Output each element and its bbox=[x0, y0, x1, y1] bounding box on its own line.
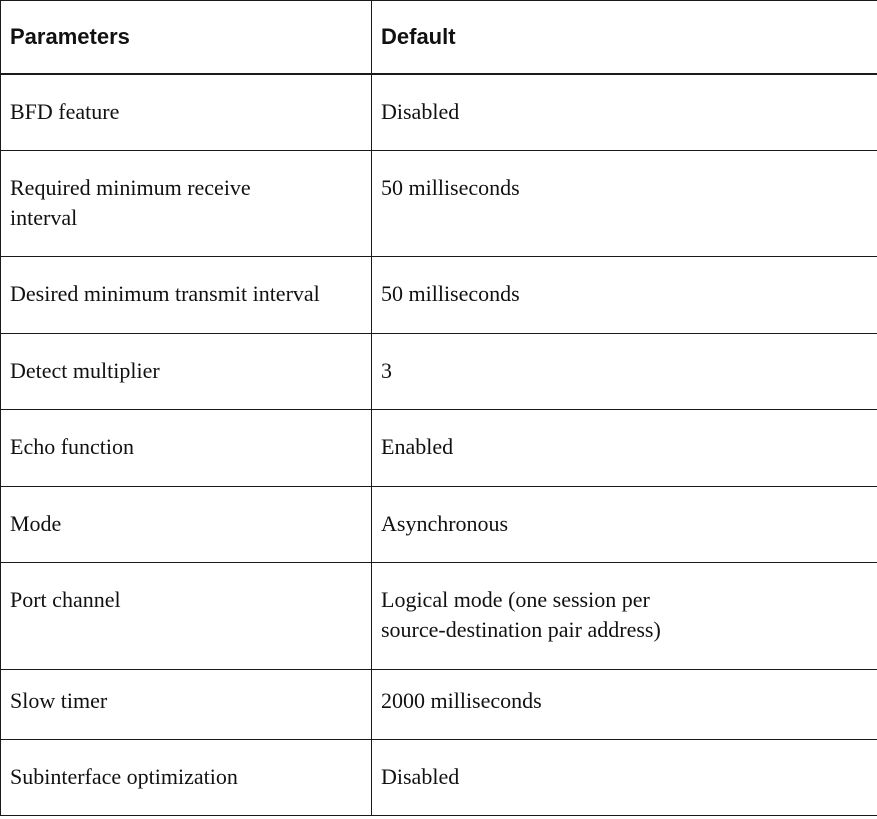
parameter-text: Required minimum receive interval bbox=[10, 175, 251, 230]
parameter-text: Mode bbox=[10, 511, 62, 536]
parameter-cell bbox=[1, 740, 372, 816]
parameter-text: Detect multiplier bbox=[10, 358, 160, 383]
default-text: Asynchronous bbox=[381, 511, 509, 536]
default-text: Enabled bbox=[381, 434, 454, 459]
parameter-text: Port channel bbox=[10, 587, 121, 612]
table-row bbox=[1, 334, 877, 410]
default-text: 50 milliseconds bbox=[381, 281, 520, 306]
parameter-cell bbox=[1, 487, 372, 563]
parameter-text: BFD feature bbox=[10, 98, 120, 124]
table-header bbox=[1, 1, 877, 74]
table-row bbox=[1, 563, 877, 670]
default-cell bbox=[372, 563, 877, 670]
default-text: Logical mode (one session per source-destination pair address) bbox=[381, 587, 661, 642]
default-cell bbox=[372, 257, 877, 334]
parameter-cell bbox=[1, 670, 372, 740]
default-cell bbox=[372, 410, 877, 487]
parameter-cell bbox=[1, 74, 372, 151]
default-cell bbox=[372, 151, 877, 257]
default-text: Disabled bbox=[381, 764, 460, 789]
table-body bbox=[1, 74, 877, 816]
default-text: 50 milliseconds bbox=[381, 175, 520, 200]
table-row bbox=[1, 740, 877, 816]
default-cell bbox=[372, 487, 877, 563]
parameter-text: Echo function bbox=[10, 434, 135, 459]
table-row bbox=[1, 257, 877, 334]
header-row bbox=[1, 1, 877, 74]
default-text: 2000 milliseconds bbox=[381, 688, 542, 713]
default-cell bbox=[372, 74, 877, 151]
parameter-cell bbox=[1, 257, 372, 334]
default-cell bbox=[372, 670, 877, 740]
parameter-cell bbox=[1, 334, 372, 410]
parameter-text: Desired minimum transmit interval bbox=[10, 281, 320, 306]
parameter-cell bbox=[1, 410, 372, 487]
parameter-cell bbox=[1, 563, 372, 670]
table-row bbox=[1, 151, 877, 257]
parameter-text: Slow timer bbox=[10, 688, 108, 713]
default-text: Disabled bbox=[381, 98, 460, 124]
default-text: 3 bbox=[381, 358, 392, 383]
header-default: Default bbox=[372, 1, 877, 74]
parameter-text: Subinterface optimization bbox=[10, 764, 238, 789]
table-row bbox=[1, 487, 877, 563]
default-cell bbox=[372, 740, 877, 816]
table-row bbox=[1, 670, 877, 740]
table-row bbox=[1, 74, 877, 151]
default-cell bbox=[372, 334, 877, 410]
header-parameters: Parameters bbox=[1, 1, 372, 74]
table-row bbox=[1, 410, 877, 487]
parameter-cell bbox=[1, 151, 372, 257]
